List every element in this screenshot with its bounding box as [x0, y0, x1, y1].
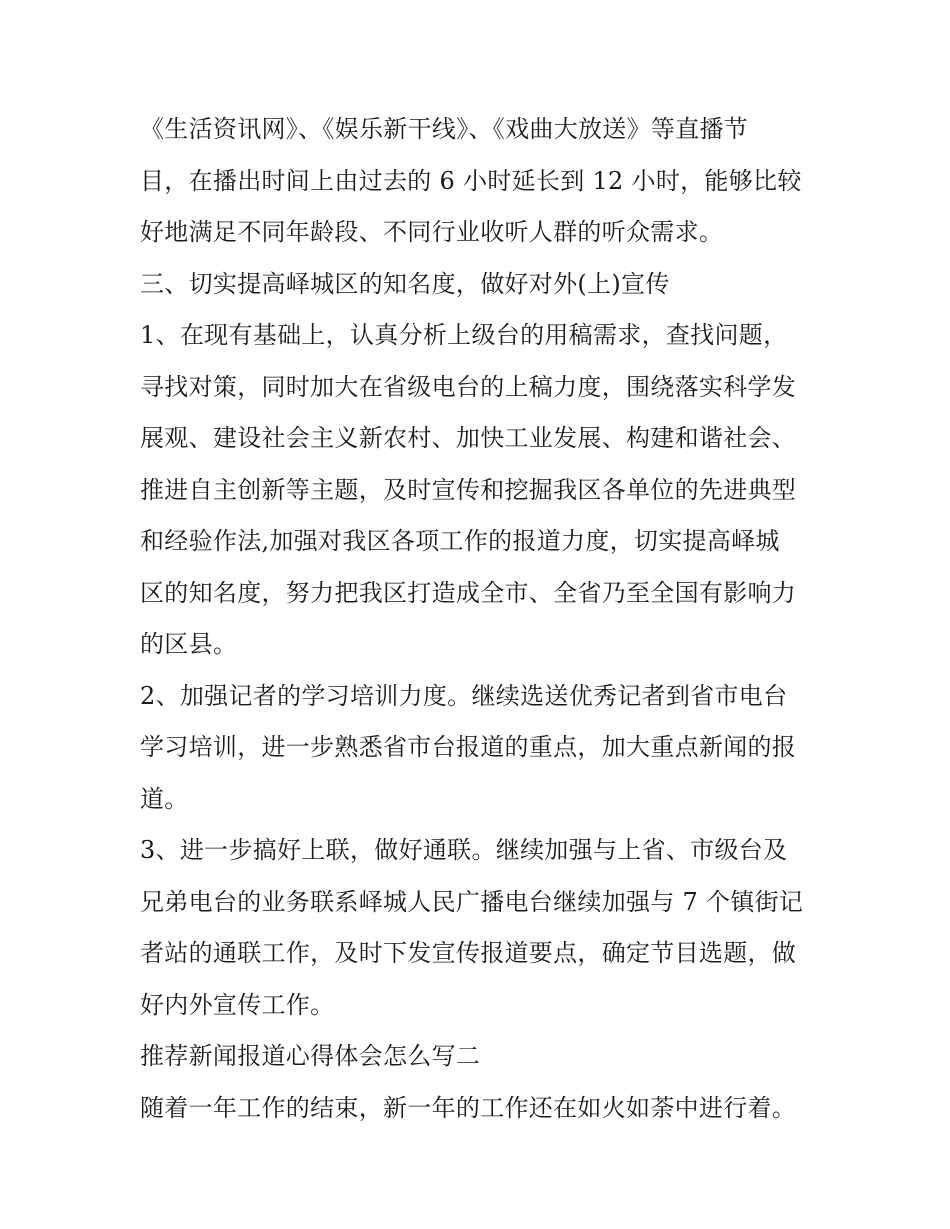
text-line: 者站的通联工作，及时下发宣传报道要点，确定节目选题，做: [140, 939, 797, 967]
text-line: 区的知名度，努力把我区打造成全市、全省乃至全国有影响力: [140, 578, 797, 607]
text-line: 目，在播出时间上由过去的 6 小时延长到 12 小时，能够比较: [140, 166, 802, 195]
section-heading: 三、切实提高峄城区的知名度，做好对外(上)宣传: [140, 269, 670, 298]
text-line: 3、进一步搞好上联，做好通联。继续加强与上省、市级台及: [140, 836, 788, 864]
text-line: 道。: [140, 784, 189, 813]
document-body: [140, 104, 830, 1134]
text-line: 展观、建设社会主义新农村、加快工业发展、构建和谐社会、: [140, 424, 797, 452]
text-line: 2、加强记者的学习培训力度。继续选送优秀记者到省市电台: [140, 681, 788, 710]
section-title: 推荐新闻报道心得体会怎么写二: [140, 1042, 481, 1070]
text-line: 兄弟电台的业务联系峄城人民广播电台继续加强与 7 个镇街记: [140, 887, 804, 916]
text-line: 1、在现有基础上，认真分析上级台的用稿需求，查找问题，: [140, 321, 788, 349]
text-line: 和经验作法,加强对我区各项工作的报道力度，切实提高峄城: [140, 527, 780, 555]
text-line: 《生活资讯网》、《娱乐新干线》、《戏曲大放送》等直播节: [140, 115, 749, 143]
text-line: 学习培训，进一步熟悉省市台报道的重点，加大重点新闻的报: [140, 733, 797, 761]
text-line: 推进自主创新等主题，及时宣传和挖掘我区各单位的先进典型: [140, 475, 797, 504]
text-line: 好地满足不同年龄段、不同行业收听人群的听众需求。: [140, 218, 724, 246]
text-line: 寻找对策，同时加大在省级电台的上稿力度，围绕落实科学发: [140, 372, 797, 401]
text-line: 随着一年工作的结束，新一年的工作还在如火如荼中进行着。: [140, 1093, 797, 1122]
text-line: 的区县。: [140, 630, 238, 658]
text-line: 好内外宣传工作。: [140, 990, 335, 1019]
